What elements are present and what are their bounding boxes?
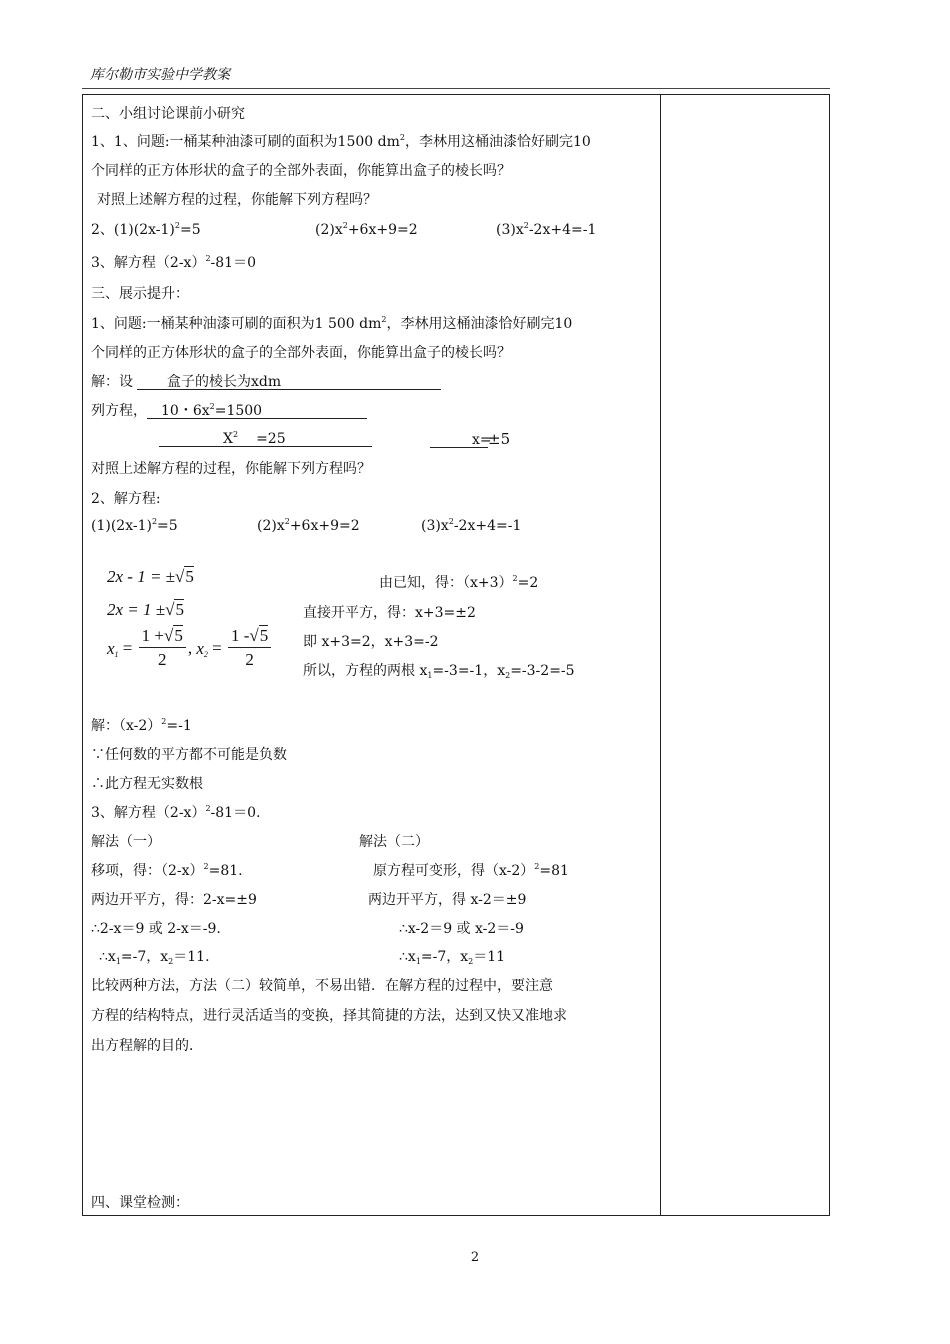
section-3-title: 三、展示提升：: [91, 286, 189, 302]
method-2-step-2: 两边开平方，得 x-2＝±9: [368, 892, 527, 908]
section-2-title: 二、小组讨论课前小研究: [91, 106, 245, 122]
page-number: 2: [470, 1250, 480, 1265]
eq1-step-2: 2x = 1 ±√5: [107, 600, 184, 619]
problem-1-line-1: 1、1、问题:一桶某种油漆可刷的面积为1500 $dm^2$，李林用这桶油漆恰好刷完10: [91, 133, 591, 150]
section-4-title: 四、课堂检测：: [91, 1195, 189, 1211]
display-problem-3: 3、解方程$(2-x)^2-81=0$.: [91, 804, 261, 821]
method-1-step-2: 两边开平方，得：2-x=±9: [91, 892, 257, 908]
equation-2: $(2)x^2+6x+9=2$: [257, 517, 360, 534]
method-2-step-3: ∴x-2＝9 或 x-2＝-9: [399, 921, 524, 937]
method-2-step-1: 原方程可变形，得$(x-2)^2=81$: [373, 862, 569, 879]
solution-equation: 列方程， 10・$6x^2=1500$: [91, 401, 367, 421]
document-header: 库尔勒市实验中学教案: [90, 67, 230, 83]
problem-3: 3、解方程$(2-x)^2-81=0$: [91, 254, 256, 271]
solve-equations-title: 2、解方程:: [91, 491, 161, 507]
eq3-step-3: ∴此方程无实数根: [91, 776, 203, 792]
header-rule: [82, 88, 830, 89]
compare-prompt: 对照上述解方程的过程，你能解下列方程吗？: [91, 461, 371, 477]
method-1-title: 解法（一）: [91, 834, 161, 850]
conclusion-line-3: 出方程解的目的．: [91, 1038, 203, 1054]
eq3-step-1: 解：$(x-2)^2=-1$: [91, 717, 192, 734]
method-1-step-1: 移项，得：$(2-x)^2=81$.: [91, 862, 243, 879]
method-1-step-4: $\therefore x_1=-7$，$x_2=11$.: [99, 949, 210, 966]
conclusion-line-2: 方程的结构特点，进行灵活适当的变换，择其简捷的方法，达到又快又准地求: [91, 1008, 567, 1024]
problem-2-eq-2: $(2)x^2+6x+9=2$: [315, 221, 418, 238]
lesson-table: [82, 94, 830, 1216]
eq2-step-3: 即 x+3=2，x+3=-2: [303, 634, 439, 650]
column-divider: [660, 95, 661, 1215]
method-2-title: 解法（二）: [359, 834, 429, 850]
eq2-step-2: 直接开平方，得：x+3=±2: [303, 605, 476, 621]
solution-root: x=±5: [430, 429, 510, 450]
display-problem-1-line-1: 1、问题:一桶某种油漆可刷的面积为1 500 $dm^2$，李林用这桶油漆恰好刷完10: [91, 315, 573, 332]
problem-1-line-2: 个同样的正方体形状的盒子的全部外表面，你能算出盒子的棱长吗？: [91, 163, 511, 179]
conclusion-line-1: 比较两种方法，方法（二）较简单，不易出错．在解方程的过程中，要注意: [91, 978, 553, 994]
display-problem-1-line-2: 个同样的正方体形状的盒子的全部外表面，你能算出盒子的棱长吗？: [91, 345, 511, 361]
solution-x-squared: $X^2 =25$: [159, 429, 372, 449]
eq1-step-1: 2x - 1 = ±√5: [107, 567, 194, 586]
problem-1-prompt: 对照上述解方程的过程，你能解下列方程吗？: [97, 192, 377, 208]
equation-1: $(1)(2x-1)^2=5$: [91, 517, 178, 534]
problem-2-eq-3: $(3)x^2-2x+4=-1$: [496, 221, 597, 238]
eq3-step-2: ∵任何数的平方都不可能是负数: [91, 747, 287, 763]
equation-3: $(3)x^2-2x+4=-1$: [421, 517, 522, 534]
problem-2-equations: 2、$(1)(2x-1)^2=5$: [91, 221, 201, 238]
method-1-step-3: ∴2-x＝9 或 2-x＝-9.: [91, 921, 221, 937]
eq2-step-4: 所以，方程的两根 $x_1=-3=-1$，$x_2=-3-2=-5$: [303, 663, 575, 680]
eq2-step-1: 由已知，得：$(x+3)^2=2$: [379, 574, 539, 591]
method-2-step-4: $\therefore x_1=-7$，$x_2=11$: [399, 949, 506, 966]
solution-let: 解：设 盒子的棱长为xdm: [91, 372, 441, 392]
eq1-roots: $x_1$ = $\frac{1 +√5}{2}$ , $x_2$ = $\frac{1 -√5}{2}$: [107, 625, 273, 685]
